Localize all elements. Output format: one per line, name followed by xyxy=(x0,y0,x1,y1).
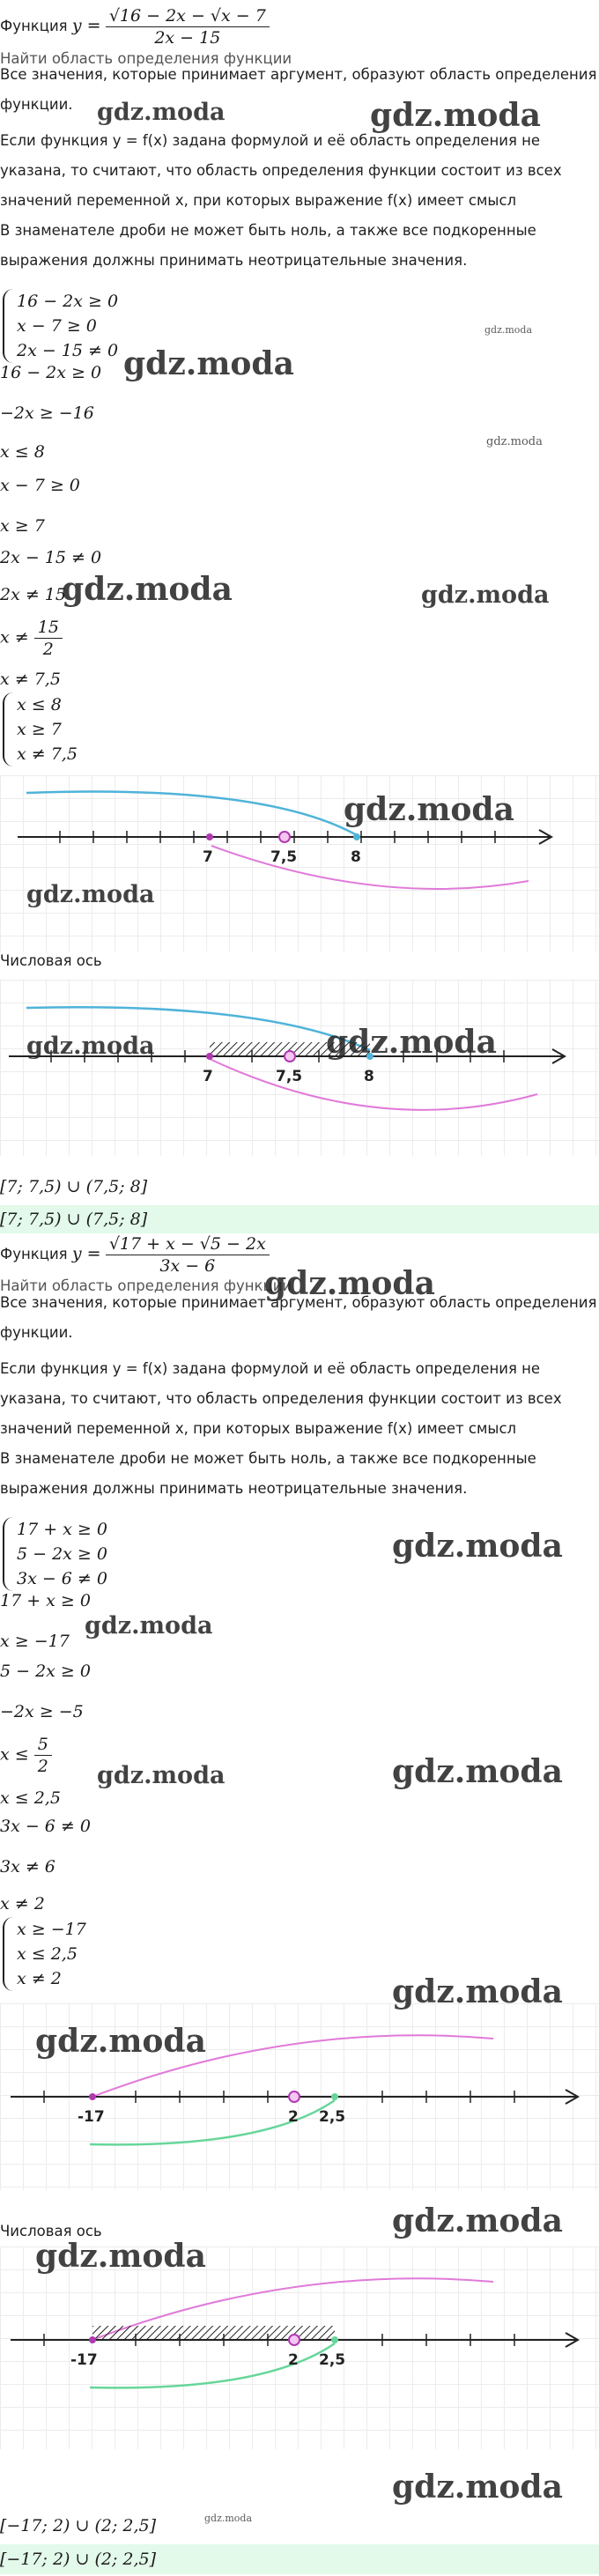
p1-system1-row: 2x − 15 ≠ 0 xyxy=(17,341,119,360)
p2b-label-m17: -17 xyxy=(70,2351,98,2369)
p2-system2 xyxy=(3,1917,86,1991)
p1-function-label: Функция xyxy=(0,18,68,34)
watermark: gdz.moda xyxy=(123,345,294,382)
watermark: gdz.moda xyxy=(97,99,226,126)
p1-system1 xyxy=(3,289,118,363)
p2b-point-2-5 xyxy=(331,2336,338,2343)
watermark: gdz.moda xyxy=(35,2023,206,2060)
p2-result: [−17; 2) ∪ (2; 2,5] xyxy=(0,2516,157,2535)
p2-step7: 3x − 6 ≠ 0 xyxy=(0,1817,91,1836)
p1-point-7 xyxy=(206,833,213,840)
p1-step1: 16 − 2x ≥ 0 xyxy=(0,363,102,382)
p2-point-2 xyxy=(289,2091,300,2102)
watermark: gdz.moda xyxy=(370,97,541,134)
p2-label-m17: -17 xyxy=(78,2108,105,2126)
p2-system2-row: x ≠ 2 xyxy=(17,1969,62,1988)
p1-axis-caption: Числовая ось xyxy=(0,952,102,969)
p2-number-line2-figure xyxy=(0,2247,599,2449)
watermark: gdz.moda xyxy=(35,2238,206,2275)
p1-arc-pink xyxy=(211,846,529,889)
watermark: gdz.moda xyxy=(26,1033,155,1060)
watermark: gdz.moda xyxy=(62,571,233,608)
watermark: gdz.moda xyxy=(392,2469,563,2506)
p2-para2a: Если функция y = f(x) задана формулой и её область определения не xyxy=(0,1360,541,1377)
p1-func-denominator: 2x − 15 xyxy=(154,28,221,48)
p1-system2-row: x ≠ 7,5 xyxy=(17,744,78,764)
p2-axis-caption: Числовая ось xyxy=(0,2223,102,2239)
p1-para3b: выражения должны принимать неотрицательные значения. xyxy=(0,252,468,269)
p1-step9: x ≠ 7,5 xyxy=(0,670,61,689)
p1-para2c: значений переменной x, при которых выражение f(x) имеет смысл xyxy=(0,192,517,209)
p2-step1: 17 + x ≥ 0 xyxy=(0,1591,91,1610)
p2-func-denominator: 3x − 6 xyxy=(159,1256,216,1276)
p1-func-numerator: √16 − 2x − √x − 7 xyxy=(106,5,270,27)
p1-point-7-5 xyxy=(279,832,290,842)
watermark: gdz.moda xyxy=(392,1753,563,1790)
p2-task-cut: Найти область определения функции xyxy=(0,1277,292,1294)
p1-step2: −2x ≥ −16 xyxy=(0,403,94,423)
p2-para2b: указана, то считают, что область определения функции состоит из всех xyxy=(0,1390,562,1407)
watermark: gdz.moda xyxy=(204,2513,253,2524)
p1-step5: x ≥ 7 xyxy=(0,516,45,536)
p2-step3: 5 − 2x ≥ 0 xyxy=(0,1662,91,1681)
p2-label-2-5: 2,5 xyxy=(319,2108,346,2126)
p2-para3a: В знаменателе дроби не может быть ноль, а также все подкоренные xyxy=(0,1450,536,1467)
p2b-point-2 xyxy=(289,2335,300,2345)
p2-system1-row: 5 − 2x ≥ 0 xyxy=(17,1544,107,1564)
watermark: gdz.moda xyxy=(264,1265,435,1302)
p2-system1 xyxy=(3,1517,107,1591)
p1-label-8: 8 xyxy=(351,848,361,866)
p1-arc-blue xyxy=(26,792,357,835)
p1-system2 xyxy=(3,692,78,766)
p2-answer-box xyxy=(0,2544,599,2574)
p1b-label-8: 8 xyxy=(364,1068,374,1085)
p2-answer: [−17; 2) ∪ (2; 2,5] xyxy=(0,2550,157,2569)
p1-system1-row: x − 7 ≥ 0 xyxy=(17,316,97,336)
p1-step6: 2x − 15 ≠ 0 xyxy=(0,548,102,567)
p1-step4: x − 7 ≥ 0 xyxy=(0,476,80,495)
watermark: gdz.moda xyxy=(486,435,543,448)
p1-point-8 xyxy=(353,833,360,840)
p2-system2-row: x ≤ 2,5 xyxy=(17,1944,78,1964)
p1-function-line xyxy=(0,5,270,48)
p1-number-line2-figure xyxy=(0,980,599,1156)
p2-step6: x ≤ 2,5 xyxy=(0,1788,61,1808)
p2-para2c: значений переменной x, при которых выражение f(x) имеет смысл xyxy=(0,1420,517,1437)
watermark: gdz.moda xyxy=(85,1612,213,1640)
p1-label-7-5: 7,5 xyxy=(270,848,298,866)
watermark: gdz.moda xyxy=(326,1024,497,1061)
p1b-label-7-5: 7,5 xyxy=(276,1068,303,1085)
p2-step9: x ≠ 2 xyxy=(0,1894,45,1913)
p2-step5: x ≤ $\frac{5}{2}$ xyxy=(0,1734,52,1777)
p1b-point-7 xyxy=(206,1053,213,1060)
p1-system2-row: x ≥ 7 xyxy=(17,720,62,739)
p1-func-lhs: y = xyxy=(71,16,101,35)
p1b-label-7: 7 xyxy=(203,1068,213,1085)
p2-step4: −2x ≥ −5 xyxy=(0,1702,84,1721)
p2-para1: Все значения, которые принимает аргумент, образуют область определения xyxy=(0,1294,597,1311)
p2-system1-row: 17 + x ≥ 0 xyxy=(17,1520,107,1539)
p2-func-fraction xyxy=(106,1233,270,1277)
p1-number-line2-svg xyxy=(0,980,599,1156)
p1-para1b: функции. xyxy=(0,96,73,113)
p2-point-2-5 xyxy=(331,2093,338,2100)
p2-system1-row: 3x − 6 ≠ 0 xyxy=(17,1569,107,1588)
p2-system2-row: x ≥ −17 xyxy=(17,1920,86,1939)
p2b-label-2: 2 xyxy=(288,2351,299,2369)
p2b-label-2-5: 2,5 xyxy=(319,2351,346,2369)
watermark: gdz.moda xyxy=(421,581,550,609)
watermark: gdz.moda xyxy=(97,1762,226,1789)
watermark: gdz.moda xyxy=(392,1528,563,1565)
p2-func-numerator: √17 + x − √5 − 2x xyxy=(106,1233,270,1255)
p2-function-line xyxy=(0,1233,270,1277)
p1-para1: Все значения, которые принимает аргумент, образуют область определения xyxy=(0,66,597,83)
p1-para2b: указана, то считают, что область определения функции состоит из всех xyxy=(0,162,562,179)
watermark: gdz.moda xyxy=(392,2202,563,2239)
p2-label-2: 2 xyxy=(288,2108,299,2126)
p1-system2-row: x ≤ 8 xyxy=(17,695,62,714)
p1-system1-row: 16 − 2x ≥ 0 xyxy=(17,292,119,311)
watermark: gdz.moda xyxy=(26,881,155,908)
p2-step8: 3x ≠ 6 xyxy=(0,1857,55,1876)
p1-result: [7; 7,5) ∪ (7,5; 8] xyxy=(0,1177,148,1196)
p1-label-7: 7 xyxy=(203,848,213,866)
p2-para1b: функции. xyxy=(0,1324,73,1341)
p1-answer-box xyxy=(0,1205,599,1233)
watermark: gdz.moda xyxy=(484,324,533,336)
p1b-point-7-5 xyxy=(285,1051,295,1062)
p1-func-fraction xyxy=(106,5,270,48)
p1-task-cut: Найти область определения функции xyxy=(0,50,292,67)
p2-func-lhs: y = xyxy=(71,1244,101,1263)
watermark: gdz.moda xyxy=(392,1973,563,2010)
p1-step8: x ≠ $\frac{15}{2}$ xyxy=(0,617,63,660)
p1-step7: 2x ≠ 15 xyxy=(0,585,66,604)
p1-answer: [7; 7,5) ∪ (7,5; 8] xyxy=(0,1210,148,1229)
p2-function-label: Функция xyxy=(0,1246,68,1262)
p2-step2: x ≥ −17 xyxy=(0,1632,70,1651)
p2b-point-m17 xyxy=(89,2336,96,2343)
p1-para3a: В знаменателе дроби не может быть ноль, а также все подкоренные xyxy=(0,222,536,239)
p2-number-line2-svg xyxy=(0,2247,599,2449)
p1-step3: x ≤ 8 xyxy=(0,442,45,462)
watermark: gdz.moda xyxy=(344,791,514,828)
p2-para3b: выражения должны принимать неотрицательные значения. xyxy=(0,1480,468,1497)
p1-para2a: Если функция y = f(x) задана формулой и её область определения не xyxy=(0,132,541,149)
p2-point-m17 xyxy=(89,2093,96,2100)
